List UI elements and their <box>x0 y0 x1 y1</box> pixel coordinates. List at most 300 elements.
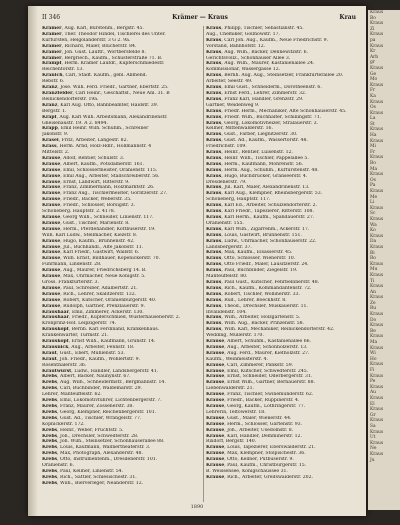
entry-details: , Georg, Lokomotivheizer, Stralauerstr. 3. <box>221 120 318 126</box>
entry-details: , Wilh. Ernst, Bildhauer, Köpenickerstr. 70. <box>60 256 161 262</box>
adjacent-page-fragment: Ha <box>370 133 377 139</box>
entry-details: , Karl Aug. Otto, Bahnbeamter, Haidstr. 39. <box>57 102 159 108</box>
adjacent-page-fragment: Kraus <box>370 155 384 161</box>
entry-surname: Krause <box>42 220 61 226</box>
adjacent-page-fragment: Ka <box>370 93 376 99</box>
entry-surname: Kranz <box>42 85 58 91</box>
entry-details: , Otto, Instrumentenm., Dresdenerstr. 101. <box>57 457 158 463</box>
adjacent-page-fragment: Kraus <box>370 395 384 401</box>
adjacent-page-fragment: Ma <box>370 166 378 172</box>
adjacent-page-fragment: Kraus <box>370 10 384 15</box>
entry-surname: Kraus <box>206 315 222 321</box>
entry-surname: Krause <box>42 185 61 191</box>
entry-details: , Rud., Lehrer, Boeckhstr. 8. <box>221 297 287 303</box>
entry-surname: Krebs <box>42 398 58 404</box>
page-header <box>42 14 358 24</box>
entry-details: Gneisenaustr. 19. A 2. 8494. <box>42 120 108 126</box>
entry-surname: Krebs <box>42 409 58 415</box>
entry-details: , Aug. Wilh., Bäcker, Dennewitzstr. 6. <box>221 49 309 55</box>
entry-details: , Jul. Karl, Maler, Alexandrinenstr. 13. <box>221 185 310 191</box>
page-number: II 346 <box>42 14 61 21</box>
adjacent-page-fragment: Ko <box>370 228 376 234</box>
entry-details: , Karl Wilh., Zigarrenm., Ackerstr. 17. <box>221 226 310 232</box>
entry-surname: Kraus <box>206 203 222 209</box>
entry-details: , Heinr. Wilh., Tischler, Pappelallee 5. <box>221 155 309 161</box>
entry-surname: Krebs <box>42 474 58 480</box>
entry-surname: Kraus <box>206 138 222 144</box>
entry-surname: Kraus <box>206 150 222 156</box>
entry-details: , Ernst Wilh., Gärtner, Bernauerstr. 88. <box>224 380 315 386</box>
entry-surname: Krause <box>206 368 225 374</box>
entry-surname: Krause <box>206 451 225 457</box>
entry-details: , Ernst Ferd., Lehrer, Zimmerstr. 32. <box>221 90 307 96</box>
entry-details: , Wilh., Arbeiter, Holzgartenstr. 5. <box>221 315 301 321</box>
adjacent-page-fragment: Pa <box>370 183 376 189</box>
adjacent-page-fragment: Kraus <box>370 99 384 105</box>
entry-details: Jakobstr. 9. <box>42 132 69 138</box>
entry-details: Liebenwalderstr. 21. <box>206 386 254 392</box>
entry-details: , Theod., Drechsler, Muskauerstr. 11. <box>221 303 308 309</box>
entry-details: Schöneberg, Hauptstr. 117. <box>206 197 271 203</box>
entry-surname: Krause <box>206 362 225 368</box>
adjacent-page-fragment: Wi <box>370 351 376 357</box>
adjacent-page-fragment: Ut <box>370 435 376 441</box>
adjacent-page-fragment: Fi <box>370 368 375 373</box>
entry-details: Schöneberg. Hauptstr. 2. 4178. <box>42 209 116 215</box>
adjacent-page-fragment: Bo <box>370 161 376 167</box>
entry-details: , Hugo, Buchdrucker, Granseerstr. 4. <box>221 173 308 179</box>
entry-details: , Karl Friedr., Gastwirt, Wallstr. 6. <box>60 250 140 256</box>
page-gutter-shadow <box>28 6 38 516</box>
entry-details: , Joh. Friedr., Kaufm., Wöhlertstr. 9. <box>56 356 140 362</box>
entry-details: Aug., Chemiker, Gollnowstr. 17. <box>206 31 280 37</box>
entry-surname: Kraus <box>206 268 222 274</box>
entry-details: Bergstr. 1. <box>42 108 67 114</box>
entry-details: , Aug. Ferd., Maurer, Kiefholzstr. 27. <box>224 350 310 356</box>
entry-surname: Kraus <box>206 297 222 303</box>
entry-surname: Krauskopf <box>42 339 69 345</box>
entry-details: , Otto, Schlosser, Wienerstr. 10. <box>221 256 296 262</box>
entry-details: Kronprinz-Hof. Leipzigerstr. 74. <box>42 321 117 327</box>
entry-surname: Krass <box>42 144 57 150</box>
adjacent-page-fragment: Kraus <box>370 110 384 116</box>
entry-surname: Kraus <box>206 108 222 114</box>
entry-details: , Max, Kaufm., Elsasserstr. 45. <box>221 250 293 256</box>
entry-surname: Krause <box>42 250 61 256</box>
entry-details: Wilh. Karl Ludw., Stellmacher, Kiezstr. 8. <box>42 232 138 238</box>
adjacent-page-fragment: Kraus <box>370 323 384 329</box>
adjacent-page-fragment: Ge <box>370 71 377 77</box>
entry-details: , Paul, Kaufm., Christburgerstr. 15. <box>224 463 307 469</box>
entry-surname: Krause <box>206 374 225 380</box>
entry-details: , Bernh. Karl Ferdinand, Krankenhaus. <box>68 327 160 333</box>
entry-details: Reichentorstr. 13. <box>42 67 84 73</box>
entry-surname: Krapf <box>42 114 57 120</box>
entry-details: Kellner, Mittenwalderstr. 16. <box>206 126 273 132</box>
adjacent-page-fragment: Kraus <box>370 295 384 301</box>
entry-details: , Robert, Tischler, Wollinerstr. 33. <box>221 291 300 297</box>
entry-surname: Krebs <box>42 386 58 392</box>
entry-details: Gerichtsvollz., Schönhauser Allee 3. <box>206 55 291 61</box>
entry-details: , Franz Karl, Händler, Grenzstr. 29. <box>221 96 304 102</box>
adjacent-page-fragment: Kraus <box>370 429 384 435</box>
entry-details: , Wilh. Karl, Mechaniker, Reinickendorferstr. 42. <box>221 327 335 333</box>
entry-surname: Krause <box>206 415 225 421</box>
adjacent-page-fragment: Fr <box>370 149 376 155</box>
column-divider <box>203 26 204 502</box>
entry-details: , Aug., Arbeiter, Fennstr. 18. <box>68 344 135 350</box>
entry-details: , Otto Friedr., Maler, Lausitzerstr. 24. <box>221 262 309 268</box>
entry-surname: Kraus <box>206 256 222 262</box>
entry-details: , Carl, Zimmerer, Pankstr. 59. <box>224 362 294 368</box>
directory-page <box>28 6 366 516</box>
entry-surname: Krebs <box>42 415 58 421</box>
entry-details: , Joh., Drechsler, Schwedterstr. 28. <box>57 433 139 439</box>
entry-details: Landsbergerstr. 37. <box>206 244 252 250</box>
entry-surname: Krause <box>206 380 225 386</box>
entry-surname: Krasel <box>42 138 59 144</box>
entry-details: , Richard, Maler, Blücherstr. 84. <box>61 43 137 49</box>
entry-details: , Bergriech., Kaufm., Schusterstraße 71. B. <box>61 55 163 61</box>
entry-details: , Bernh. Aug. Aug., Steinsetzer, Frankfurterallee 20. <box>221 73 344 79</box>
entry-details: , Ther. Theodor Hindel, Tischlerei des Unter. <box>61 31 166 37</box>
adjacent-page-fragment: Me <box>370 194 378 200</box>
adjacent-page-fragment: Ju <box>370 457 375 463</box>
entry-details: , Max, Klempner, Stolpischestr. 36. <box>224 451 306 457</box>
entry-details: Dresdenerstr. 79. <box>206 179 247 185</box>
entry-details: Arbeiter, Seestr. 49. <box>206 79 253 85</box>
entry-details: B. Weissensee, Königschaussee 31. <box>206 468 288 474</box>
entry-details: , Herm., Pferdehändler, Kottbuserstr. 19. <box>60 226 156 232</box>
entry-details: , Wilh. Aug., Bäcker, Prinzenstr. 58. <box>221 321 305 327</box>
entry-surname: Krause <box>42 191 61 197</box>
entry-surname: Krause <box>206 457 225 463</box>
adjacent-page-fragment: Kraus <box>370 362 384 368</box>
adjacent-page-fragment: La <box>370 116 376 122</box>
entry-surname: Kranzfelder <box>42 90 73 96</box>
adjacent-page-fragment: Do <box>370 317 377 323</box>
entry-surname: Kraus <box>206 49 222 55</box>
entry-surname: Kramer <box>42 43 62 49</box>
entry-details: , Emil, Zimmerer, Ackerstr. 130. <box>69 309 144 315</box>
directory-entry <box>206 475 360 481</box>
entry-surname: Kramer <box>42 55 62 61</box>
entry-surname: Krauskopf <box>42 327 69 333</box>
entry-details: , Franz, Tischler, Swinemünderstr. 62. <box>224 392 314 398</box>
entry-details: , Paul, Buchbinder, Ziegelstr. 19. <box>221 268 298 274</box>
entry-details: , Philipp, Tischler, Sebastianstr. 45. <box>221 26 304 31</box>
entry-surname: Kraus <box>206 132 222 138</box>
entry-surname: Krause <box>42 179 61 185</box>
entry-surname: Kraus <box>206 167 222 173</box>
entry-surname: Kraus <box>206 279 222 285</box>
entry-surname: Kraus <box>206 73 222 79</box>
entry-details: , Rudolph, Gärtner, Prenzlauerstr. 9. <box>60 303 145 309</box>
entry-surname: Kraus <box>206 37 222 43</box>
adjacent-page-fragment: Kraus <box>370 21 384 27</box>
entry-details: , Gust., Tischler, Marienstr. 8. <box>60 220 130 226</box>
entry-surname: Krebs <box>42 480 58 486</box>
adjacent-page-fragment: Bo <box>370 15 376 21</box>
adjacent-page-fragment: Kraus <box>370 440 384 446</box>
adjacent-page-fragment: Kraus <box>370 244 384 250</box>
adjacent-page-fragment: Bi <box>370 250 375 256</box>
entry-details: Manteuffelstr. 80. <box>206 274 248 280</box>
adjacent-page-fragment: Kraus <box>370 384 384 390</box>
entry-surname: Krause <box>206 445 225 451</box>
entry-details: , Ludw., Uhrmacher, Schönhauserstr. 22. <box>221 238 317 244</box>
adjacent-page-fragment: Kraus <box>370 65 384 71</box>
entry-details: , Gust., Ebert, Mühlenstr. 53. <box>56 350 125 356</box>
entry-details: , Emil, Lokomotivführer, Lichtenbergerstr. 7. <box>57 398 162 404</box>
entry-details: , Paul, Kellner, Linienstr. 54. <box>57 468 124 474</box>
entry-surname: Krebs <box>42 433 58 439</box>
entry-details: Invalidenstr. 104. <box>206 309 247 315</box>
entry-details: , Ernst, Landwirt, Ritterstr. 9. <box>60 179 130 185</box>
entry-surname: Krause <box>42 268 61 274</box>
adjacent-page-fragment: Kraus <box>370 272 384 278</box>
entry-surname: Kranz <box>42 102 58 108</box>
entry-details: , Franz, Zimmermann, Holzmarktstr. 26. <box>60 185 155 191</box>
entry-details: , Carl, Buchbinder, Waldemarstr. 29. <box>57 386 143 392</box>
entry-surname: Kramer <box>42 31 62 37</box>
entry-details: Gärtner, Weidenweg 9. <box>206 102 260 108</box>
entry-surname: Krebs <box>42 451 58 457</box>
entry-surname: Krause <box>206 421 225 427</box>
adjacent-page-fragment: Os <box>370 105 376 111</box>
entry-details: , Rich., Arbeiter, Greifswalderstr. 202. <box>224 474 313 480</box>
entry-surname: Krause <box>42 256 61 262</box>
adjacent-page-fragment: Pe <box>370 379 376 385</box>
running-head-right: Krau <box>339 14 356 21</box>
entry-surname: Krautwurst <box>42 368 72 374</box>
entry-details: , Max, Uhrmacher, Neue Königstr. 5. <box>60 274 146 280</box>
entry-details: , Rich., Sattler, Schlesischestr. 31. <box>57 474 137 480</box>
entry-details: , Emil Heinr. Wilh. Schuhm., Schreiner <box>57 126 149 132</box>
adjacent-page-fragment: Fr <box>370 88 376 94</box>
adjacent-page-fragment: Kr <box>370 49 376 55</box>
adjacent-page-edge <box>368 10 400 510</box>
adjacent-page-fragment: Os <box>370 177 376 183</box>
adjacent-page-fragment: Ne <box>370 446 377 452</box>
entry-surname: Krause <box>42 226 61 232</box>
entry-surname: Kraut <box>42 356 57 362</box>
entry-details: Kommissionär, Wassergasse 12. <box>206 67 281 73</box>
entry-surname: Krause <box>206 350 225 356</box>
entry-details: , Friedr. Herm., Mechaniker, Alte Schönhauserstr. 45. <box>221 108 347 114</box>
entry-surname: Krause <box>206 339 225 345</box>
entry-surname: Kraushaar <box>42 309 70 315</box>
adjacent-page-fragment: Mu <box>370 267 378 273</box>
entry-details: Fuhrmann, Lindenstr. 28. <box>42 262 102 268</box>
adjacent-page-fragment: Ze <box>370 300 376 306</box>
entry-details: , Georg, Klempner, Reichenbergerstr. 101. <box>57 409 157 415</box>
entry-details: Rebstr. 6. <box>42 79 65 85</box>
entry-details: , Louis, Kaufmann, Wallnertheaterstr. 3. <box>57 445 151 451</box>
entry-details: , Franz, Maurer, Zossenerstr. 38. <box>57 404 134 409</box>
entry-surname: Kraus <box>206 161 222 167</box>
entry-surname: Krause <box>42 161 61 167</box>
entry-details: Lehrer, Manteuffelstr. 62. <box>42 392 102 398</box>
adjacent-page-fragment: Kraus <box>370 138 384 144</box>
entry-details: , Albert, Bäcker, Naunynstr. 67. <box>57 374 131 380</box>
entry-surname: Kraus <box>206 61 222 67</box>
entry-details: , Karl Friedr., Tapezierer, Ritterstr. 108. <box>221 209 314 215</box>
adjacent-page-fragment: Zi <box>370 26 375 32</box>
entry-details: , Louis, Gastwirt, Brunnenstr. 151. <box>221 232 302 238</box>
adjacent-page-fragment: Kraus <box>370 43 384 49</box>
entry-details: Lehrerin, Teltowerstr. 18. <box>206 409 266 415</box>
adjacent-page-fragment: Gr <box>370 412 376 418</box>
entry-surname: Krebs <box>42 445 58 451</box>
entry-surname: Krause <box>42 297 61 303</box>
entry-surname: Krause <box>206 404 225 409</box>
adjacent-page-fragment: Wa <box>370 222 377 228</box>
entry-details: , Gust., Maler, Wienerstr. 44. <box>224 415 292 421</box>
entry-details: , Wilh., Bierverleger, Neanderstr. 12. <box>57 480 144 486</box>
adjacent-page-fragment: Kraus <box>370 261 384 267</box>
entry-surname: Krause <box>42 155 61 161</box>
adjacent-page-fragment: Da <box>370 239 377 245</box>
adjacent-page-fragment: Kraus <box>370 172 384 178</box>
entry-details: Friedrichstr. 109. <box>206 144 247 150</box>
entry-details: , Aug. Wilh., Schneidermstr., Bergmannstr. 14. <box>57 380 166 386</box>
entry-details: , Heinr., Weber, Fruchtstr. 5. <box>57 427 124 433</box>
entry-surname: Krause <box>42 173 61 179</box>
entry-surname: Kraus <box>206 85 222 91</box>
entry-surname: Krause <box>42 167 61 173</box>
entry-details: , Rich., Lehrer, Skalitzerstr. 132. <box>60 291 137 297</box>
entry-details: , Paul, Schreiber, Adalbertstr. 21. <box>60 285 138 291</box>
entry-surname: Krebs <box>42 374 58 380</box>
entry-details: Köpnickerstr. 172. <box>42 421 85 427</box>
entry-details: Kaufm., Weinmeisterstr. 4. <box>206 356 268 362</box>
entry-details: , Jose. Wilh. Ferd. Friedr., Gärtner, Ebertstr. 25. <box>57 85 169 91</box>
adjacent-page-fragment: Kraus <box>370 127 384 133</box>
adjacent-page-fragment: Kraus <box>370 418 384 424</box>
entry-surname: Kraus <box>206 173 222 179</box>
adjacent-page-fragment: Arb <box>370 54 379 60</box>
adjacent-page-fragment: pa <box>370 37 376 43</box>
entry-surname: Krause <box>42 291 61 297</box>
entry-details: , Aug. Karl Wilh. Arbeitsmann, Alexandrinenstr. <box>56 114 168 120</box>
entry-surname: Kraus <box>206 215 222 220</box>
entry-details: Rixdorf, Bergstr. 140. <box>206 439 257 445</box>
entry-surname: Kraus <box>206 291 222 297</box>
entry-surname: Kraus <box>206 26 222 31</box>
adjacent-page-fragment: Sc <box>370 211 376 217</box>
entry-surname: Krebs <box>42 404 58 409</box>
entry-surname: Kraus <box>206 285 222 291</box>
entry-surname: Kraus <box>206 191 222 197</box>
entry-surname: Kraus <box>206 262 222 268</box>
entry-details: Gross. Frankfurterstr. 3. <box>42 279 99 285</box>
entry-details: , Karl Herm., Kaufm., Spandauerstr. 27. <box>221 215 315 220</box>
entry-surname: Krause <box>206 392 225 398</box>
adjacent-page-fragment: Kraus <box>370 82 384 88</box>
entry-surname: Kraus <box>206 250 222 256</box>
entry-surname: Kraus <box>206 238 222 244</box>
entry-details: , Friedr., Kupferschmied, Wusterhausenerstr. 2. <box>69 315 181 321</box>
entry-details: , Gust. Ad., Tischler, Wrangelstr. 77. <box>57 415 142 421</box>
entry-surname: Kraus <box>206 185 222 191</box>
entry-details: , Aug., Maurer, Friedrichsberg 14. B. <box>60 268 147 274</box>
adjacent-page-fragment: El <box>370 401 375 407</box>
entry-details: , Karl Aug., Klempner, Rheinsbergerstr. 53. <box>221 191 323 197</box>
entry-details: , Friedr., Bäcker, Ruppinerstr. 4. <box>224 398 300 404</box>
entry-details: Oranienstr. 6. <box>42 463 75 469</box>
entry-surname: Krause <box>206 398 225 404</box>
entry-surname: Krause <box>42 244 61 250</box>
entry-details: , Carl Heinr., Geschäftsf., Neue Anl. 31. B <box>72 90 170 96</box>
entry-surname: Krause <box>206 344 225 350</box>
entry-details: , Friedr., Bäcker, Weberstr. 35. <box>60 197 132 203</box>
entry-details: , Joh., Arbeiter, Usedomstr. 8. <box>224 427 294 433</box>
entry-surname: Krämer <box>42 26 62 31</box>
entry-surname: Kraus <box>206 120 222 126</box>
entry-details: , Adolf, Rentier, Schulstr. 3. <box>60 155 125 161</box>
entry-surname: Krause <box>206 474 225 480</box>
entry-surname: Kraus <box>206 303 222 309</box>
entry-surname: Krause <box>206 433 225 439</box>
adjacent-page-fragment: Ho <box>370 356 377 362</box>
entry-details: , Gust., Färber, Liegnitzerstr. 30. <box>221 132 298 138</box>
entry-details: , Georg Wilh., Schneider, Linienstr. 117. <box>60 215 154 220</box>
entry-details: , Friedr. Wilh., Buchhalter, Schillingstr. 71. <box>221 114 322 120</box>
entry-surname: Kraus <box>206 226 222 232</box>
entry-details: Vorstand, Bahnhofstr. 12. <box>206 43 266 49</box>
entry-surname: Kranich <box>42 73 63 79</box>
entry-surname: Kraus <box>206 114 222 120</box>
adjacent-page-fragment: Ti <box>370 278 375 284</box>
left-column <box>42 26 200 502</box>
entry-surname: Kraus <box>206 232 222 238</box>
adjacent-page-fragment: Kraus <box>370 205 384 211</box>
entry-surname: Kraus <box>206 90 222 96</box>
entry-surname: Kraus <box>206 96 222 102</box>
entry-details: , Herm. Kramer Laufdr., Kupferschmiedestr. <box>61 61 165 67</box>
entry-details: Oranienstr. 155. <box>206 220 244 226</box>
entry-details: , Ludw., Händler, Landsbergerstr. 41. <box>71 368 159 374</box>
entry-surname: Kraut <box>42 350 57 356</box>
entry-details: , Louis, Tapezierer, Eberswalderstr. 21. <box>224 445 316 451</box>
entry-details: , Georg, Kaufm., Lothringerstr. 77. <box>224 404 306 409</box>
adjacent-page-fragment: Mo <box>370 77 378 83</box>
adjacent-page-fragment: Au <box>370 390 376 396</box>
adjacent-page-fragment: St <box>370 121 375 127</box>
adjacent-page-fragment: Kraus <box>370 334 384 340</box>
entry-surname: Krause <box>42 303 61 309</box>
entry-details: , Franz Aug., Tischlermeister, Görlitzerstr. 27. <box>60 191 168 197</box>
entry-details: , Emil Gust., Schneiderm., Dorotheenstr. 6. <box>221 85 322 91</box>
entry-surname: Krebs <box>42 457 58 463</box>
adjacent-page-fragment: Kraus <box>370 451 384 457</box>
entry-details: Mittelstr. 2. <box>42 150 70 156</box>
entry-details: , Karl, Händler, Demminerstr. 12. <box>224 433 302 439</box>
entry-surname: Krebs <box>42 380 58 386</box>
entry-details: , Albert, Schuhm., Kastanienallee 66. <box>224 339 312 345</box>
running-head: Krämer — Kraus <box>172 14 228 21</box>
entry-surname: Krause <box>42 285 61 291</box>
entry-details: , Joh. Gust. Lauftr., Wörtbersfelde 8. <box>61 49 146 55</box>
entry-details: , Friedr., Schlosser, Borsigstr. 3. <box>60 203 136 209</box>
entry-details: , Fritz, Arbeiter, Langestr. 82. <box>58 138 128 144</box>
entry-details: , Karl Ed., Arbeiter, Schulzendorferstr. 2. <box>221 203 317 209</box>
adjacent-page-fragment: Ru <box>370 306 377 312</box>
entry-details: , Hugo, Kaufm., Brunnenstr. 42. <box>60 238 135 244</box>
entry-surname: Kraus <box>206 321 222 327</box>
adjacent-page-fragment: Kraus <box>370 233 384 239</box>
